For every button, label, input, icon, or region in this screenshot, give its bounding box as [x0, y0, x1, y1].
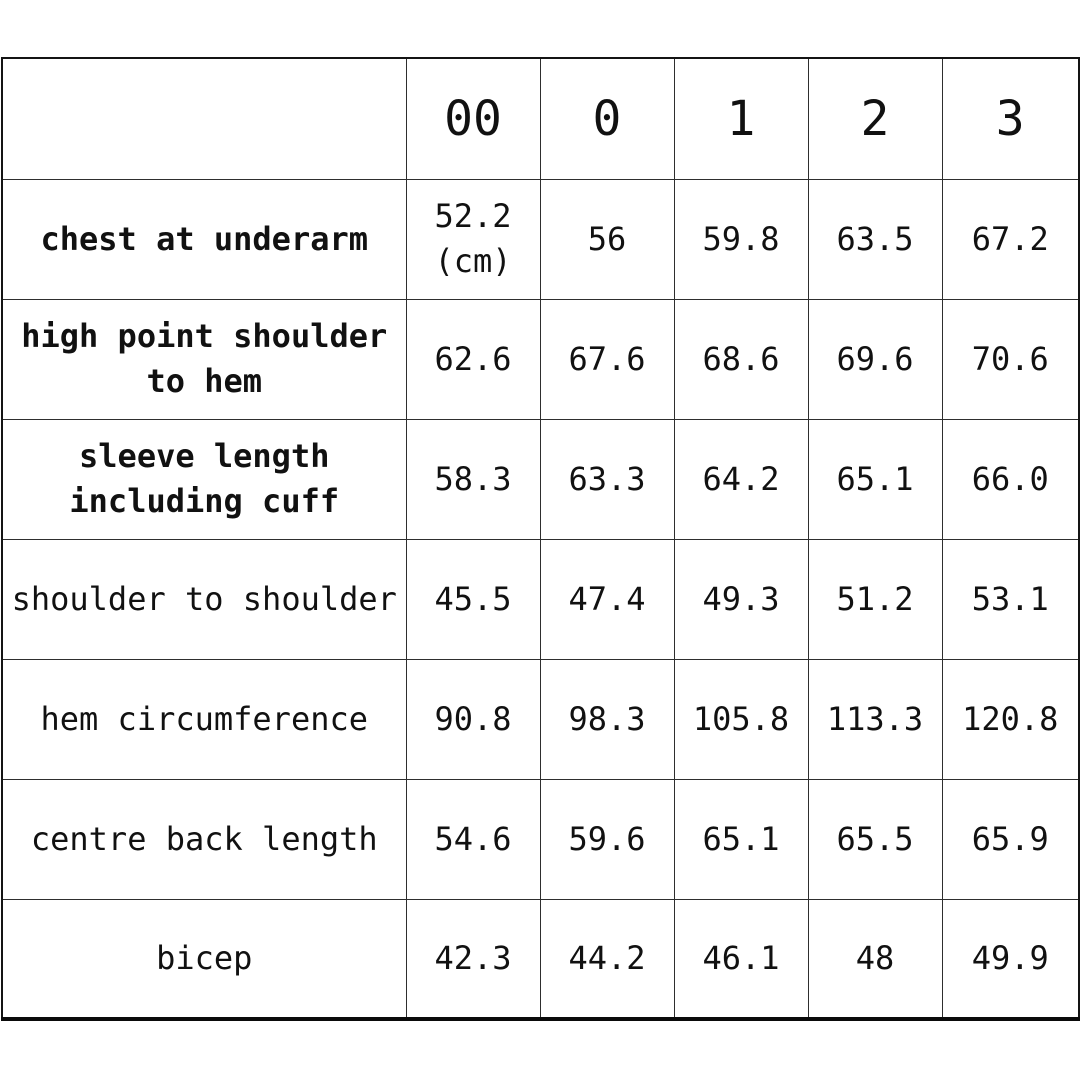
- measurement-value-cell: 120.8: [942, 659, 1079, 779]
- measurement-value-cell: 68.6: [674, 299, 808, 419]
- measurement-value-cell: 65.1: [808, 419, 942, 539]
- size-column-header-00: 00: [406, 58, 540, 179]
- measurement-value-cell: 56: [540, 179, 674, 299]
- size-chart-table: [1, 57, 1080, 1021]
- table-row-chest: [2, 179, 1079, 299]
- measurement-value-cell: 65.9: [942, 779, 1079, 899]
- size-column-header-0: 0: [540, 58, 674, 179]
- measurement-value-cell: 67.6: [540, 299, 674, 419]
- measurement-value-cell: 59.6: [540, 779, 674, 899]
- size-column-header-3: 3: [942, 58, 1079, 179]
- measurement-value-cell: 42.3: [406, 899, 540, 1019]
- measurement-label-cell: bicep: [2, 899, 406, 1019]
- measurement-label-cell: high point shoulder to hem: [2, 299, 406, 419]
- measurement-value-cell: 63.5: [808, 179, 942, 299]
- measurement-value-cell: 58.3: [406, 419, 540, 539]
- header-row: [2, 58, 1079, 179]
- measurement-label-cell: hem circumference: [2, 659, 406, 779]
- measurement-value-cell: 46.1: [674, 899, 808, 1019]
- measurement-value-cell: 64.2: [674, 419, 808, 539]
- measurement-label-cell: shoulder to shoulder: [2, 539, 406, 659]
- measurement-value-cell: 65.5: [808, 779, 942, 899]
- size-column-header-1: 1: [674, 58, 808, 179]
- measurement-value-cell: 59.8: [674, 179, 808, 299]
- measurement-value-cell: 48: [808, 899, 942, 1019]
- measurement-value-cell: 63.3: [540, 419, 674, 539]
- table-row-hem-circumference: [2, 659, 1079, 779]
- measurement-value-cell: 45.5: [406, 539, 540, 659]
- measurement-value-cell: 65.1: [674, 779, 808, 899]
- measurement-label-cell: centre back length: [2, 779, 406, 899]
- measurement-value-cell: 62.6: [406, 299, 540, 419]
- measurement-value-cell: 54.6: [406, 779, 540, 899]
- measurement-value-cell: 69.6: [808, 299, 942, 419]
- size-column-header-2: 2: [808, 58, 942, 179]
- table-row-shoulder: [2, 539, 1079, 659]
- measurement-value-cell: 44.2: [540, 899, 674, 1019]
- measurement-value-cell: 47.4: [540, 539, 674, 659]
- corner-cell: [2, 58, 406, 179]
- measurement-value-cell: 49.9: [942, 899, 1079, 1019]
- measurement-value-cell: 51.2: [808, 539, 942, 659]
- measurement-value-cell: 90.8: [406, 659, 540, 779]
- measurement-value-cell: 49.3: [674, 539, 808, 659]
- measurement-value-cell: 52.2 (cm): [406, 179, 540, 299]
- table-row-hps-to-hem: [2, 299, 1079, 419]
- measurement-value-cell: 53.1: [942, 539, 1079, 659]
- measurement-label-cell: sleeve length including cuff: [2, 419, 406, 539]
- table-row-centre-back: [2, 779, 1079, 899]
- measurement-value-cell: 66.0: [942, 419, 1079, 539]
- measurement-value-cell: 113.3: [808, 659, 942, 779]
- measurement-value-cell: 67.2: [942, 179, 1079, 299]
- measurement-value-cell: 98.3: [540, 659, 674, 779]
- measurement-value-cell: 70.6: [942, 299, 1079, 419]
- table-row-sleeve-length: [2, 419, 1079, 539]
- measurement-value-cell: 105.8: [674, 659, 808, 779]
- table-row-bicep: [2, 899, 1079, 1019]
- measurement-label-cell: chest at underarm: [2, 179, 406, 299]
